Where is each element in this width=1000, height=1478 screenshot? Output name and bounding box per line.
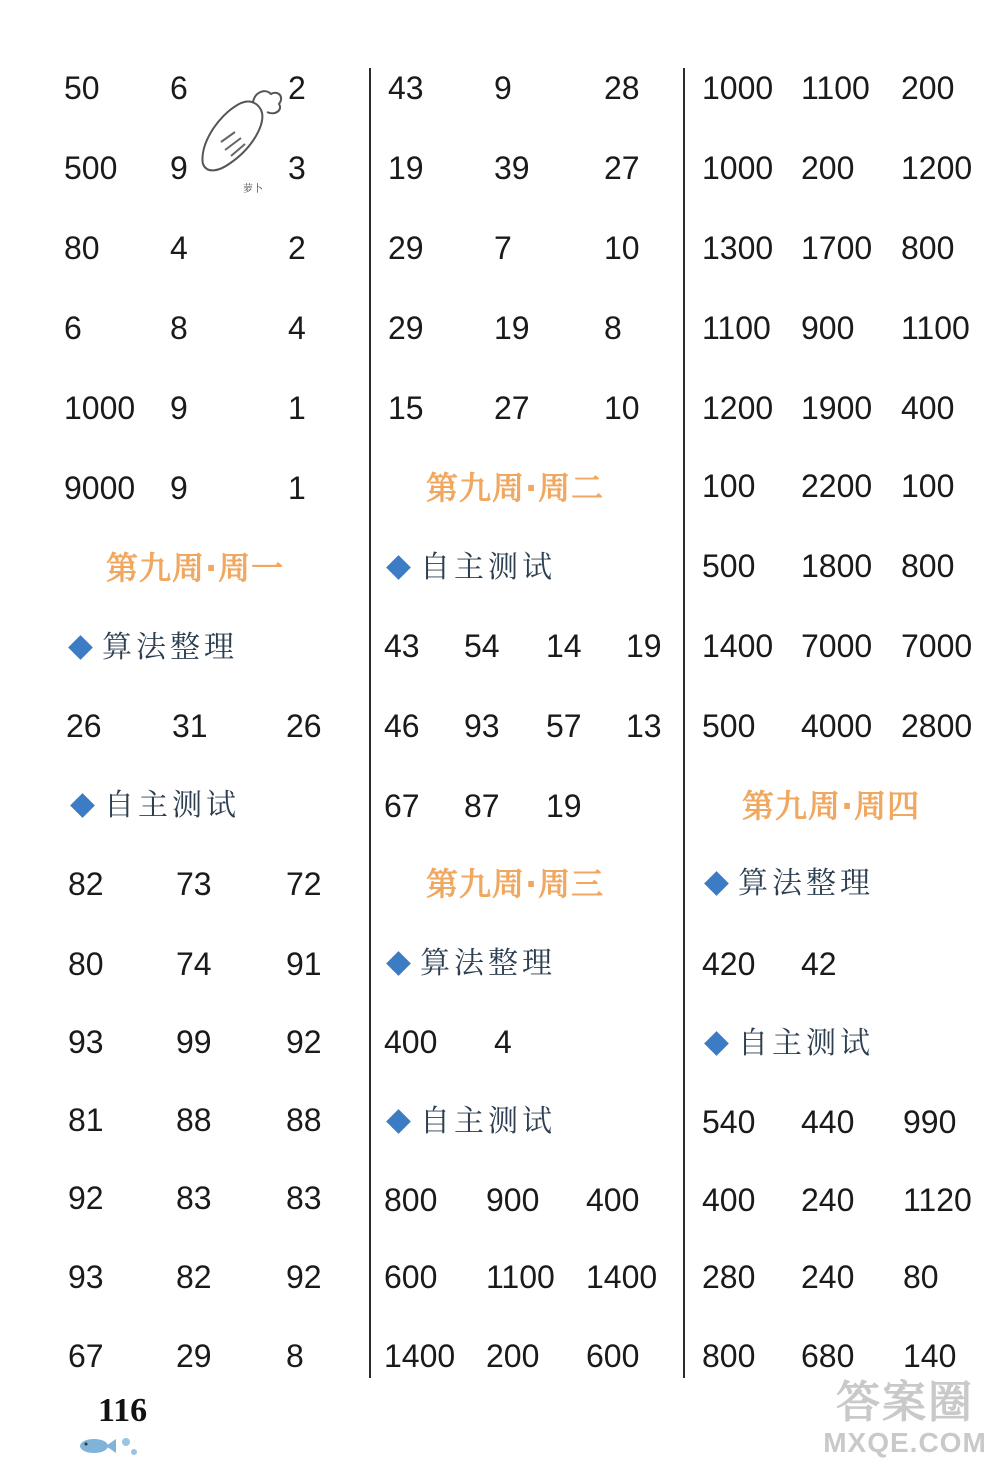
answer-value: 2 xyxy=(288,230,306,266)
answer-value: 600 xyxy=(384,1259,438,1295)
answer-value: 29 xyxy=(388,310,424,346)
answer-value: 14 xyxy=(546,628,582,664)
answer-value: 1700 xyxy=(801,230,873,266)
answer-value: 140 xyxy=(903,1338,957,1374)
answer-value: 26 xyxy=(286,708,322,744)
answer-value: 8 xyxy=(286,1338,304,1374)
diamond-bullet-icon xyxy=(388,1111,410,1133)
answer-value: 1400 xyxy=(586,1259,658,1295)
page-number: 116 xyxy=(98,1392,148,1429)
answer-value: 43 xyxy=(388,70,424,106)
answer-value: 80 xyxy=(68,946,104,982)
section-title-week9-tue: 第九周·周二 xyxy=(426,469,605,507)
answer-value: 72 xyxy=(286,866,322,902)
answer-value: 100 xyxy=(702,468,756,504)
answer-value: 6 xyxy=(64,310,82,346)
answer-value: 1800 xyxy=(801,548,873,584)
answer-value: 440 xyxy=(801,1104,855,1140)
answer-value: 1100 xyxy=(901,310,970,346)
answer-value: 50 xyxy=(64,70,100,106)
answer-value: 31 xyxy=(172,708,208,744)
answer-value: 6 xyxy=(170,70,188,106)
answer-value: 88 xyxy=(176,1102,212,1138)
algo-label-text: 算法整理 xyxy=(102,630,238,665)
answer-value: 7 xyxy=(494,230,512,266)
answer-value: 83 xyxy=(286,1180,322,1216)
answer-value: 7000 xyxy=(801,628,873,664)
answer-value: 8 xyxy=(170,310,188,346)
answer-value: 100 xyxy=(901,468,955,504)
carrot-label: 萝卜 xyxy=(243,184,263,195)
answer-value: 400 xyxy=(586,1182,640,1218)
answer-value: 92 xyxy=(286,1259,322,1295)
diamond-bullet-icon xyxy=(388,953,410,975)
answer-value: 900 xyxy=(486,1182,540,1218)
answer-value: 19 xyxy=(388,150,424,186)
answer-value: 92 xyxy=(68,1180,104,1216)
column-divider-1 xyxy=(369,68,371,1378)
answer-value: 9 xyxy=(170,470,188,506)
answer-value: 1100 xyxy=(801,70,870,106)
section-title-week9-wed: 第九周·周三 xyxy=(426,865,605,903)
answer-value: 4 xyxy=(170,230,188,266)
answer-value: 680 xyxy=(801,1338,855,1374)
answer-value: 2200 xyxy=(801,468,873,504)
watermark-url: MXQE.COM xyxy=(823,1427,987,1458)
answer-value: 240 xyxy=(801,1259,855,1295)
answer-value: 4 xyxy=(494,1024,512,1060)
answer-value: 43 xyxy=(384,628,420,664)
answer-value: 93 xyxy=(68,1259,104,1295)
answer-value: 400 xyxy=(702,1182,756,1218)
answer-value: 93 xyxy=(464,708,500,744)
test-label-text: 自主测试 xyxy=(104,788,240,823)
answer-value: 800 xyxy=(702,1338,756,1374)
answer-value: 9 xyxy=(170,390,188,426)
algo-label xyxy=(70,628,238,668)
answer-value: 91 xyxy=(286,946,322,982)
answer-value: 29 xyxy=(176,1338,212,1374)
answer-value: 92 xyxy=(286,1024,322,1060)
diamond-bullet-icon xyxy=(388,557,410,579)
answer-value: 540 xyxy=(702,1104,756,1140)
answer-value: 1300 xyxy=(702,230,774,266)
section-title-week9-thu: 第九周·周四 xyxy=(742,787,921,825)
answer-value: 420 xyxy=(702,946,756,982)
answer-value: 27 xyxy=(604,150,640,186)
test-label xyxy=(388,1102,556,1142)
answer-value: 19 xyxy=(546,788,582,824)
answer-value: 73 xyxy=(176,866,212,902)
answer-value: 87 xyxy=(464,788,500,824)
answer-value: 500 xyxy=(64,150,118,186)
answer-value: 88 xyxy=(286,1102,322,1138)
answer-value: 200 xyxy=(901,70,955,106)
answer-value: 82 xyxy=(68,866,104,902)
section-title-week9-mon: 第九周·周一 xyxy=(106,549,285,587)
carrot-illustration xyxy=(195,86,285,196)
answer-value: 400 xyxy=(901,390,955,426)
answer-value: 29 xyxy=(388,230,424,266)
answer-value: 7000 xyxy=(901,628,973,664)
answer-value: 1400 xyxy=(384,1338,456,1374)
answer-value: 1000 xyxy=(702,70,774,106)
answer-value: 42 xyxy=(801,946,837,982)
answer-value: 9000 xyxy=(64,470,136,506)
answer-value: 26 xyxy=(66,708,102,744)
answer-value: 4000 xyxy=(801,708,873,744)
answer-value: 1000 xyxy=(64,390,136,426)
test-label xyxy=(388,548,556,588)
answer-value: 10 xyxy=(604,230,640,266)
test-label-text: 自主测试 xyxy=(420,1104,556,1139)
algo-label-text: 算法整理 xyxy=(738,866,874,901)
diamond-bullet-icon xyxy=(706,873,728,895)
answer-value: 10 xyxy=(604,390,640,426)
test-label-text: 自主测试 xyxy=(738,1026,874,1061)
answer-value: 500 xyxy=(702,548,756,584)
answer-value: 400 xyxy=(384,1024,438,1060)
test-label-text: 自主测试 xyxy=(420,550,556,585)
answer-value: 46 xyxy=(384,708,420,744)
answer-value: 9 xyxy=(494,70,512,106)
answer-value: 81 xyxy=(68,1102,104,1138)
answer-value: 39 xyxy=(494,150,530,186)
answer-value: 500 xyxy=(702,708,756,744)
answer-value: 67 xyxy=(68,1338,104,1374)
test-label xyxy=(72,786,240,826)
fish-decoration-icon xyxy=(72,1432,142,1462)
answer-value: 93 xyxy=(68,1024,104,1060)
answer-value: 9 xyxy=(170,150,188,186)
answer-value: 280 xyxy=(702,1259,756,1295)
answer-value: 1 xyxy=(288,390,306,426)
answer-value: 1200 xyxy=(702,390,774,426)
answer-value: 67 xyxy=(384,788,420,824)
answer-value: 240 xyxy=(801,1182,855,1218)
algo-label xyxy=(388,944,556,984)
answer-value: 1100 xyxy=(486,1259,555,1295)
answer-value: 1100 xyxy=(702,310,771,346)
watermark-text: 答案圈 xyxy=(836,1377,974,1428)
answer-value: 200 xyxy=(801,150,855,186)
diamond-bullet-icon xyxy=(72,795,94,817)
answer-value: 13 xyxy=(626,708,662,744)
answer-value: 19 xyxy=(626,628,662,664)
answer-value: 800 xyxy=(901,548,955,584)
answer-value: 1900 xyxy=(801,390,873,426)
answer-value: 57 xyxy=(546,708,582,744)
answer-value: 82 xyxy=(176,1259,212,1295)
answer-value: 28 xyxy=(604,70,640,106)
diamond-bullet-icon xyxy=(70,637,92,659)
column-divider-2 xyxy=(683,68,685,1378)
answer-value: 1120 xyxy=(903,1182,972,1218)
answer-value: 80 xyxy=(903,1259,939,1295)
algo-label xyxy=(706,864,874,904)
test-label xyxy=(706,1024,874,1064)
answer-value: 1400 xyxy=(702,628,774,664)
answer-value: 19 xyxy=(494,310,530,346)
answer-value: 1000 xyxy=(702,150,774,186)
answer-value: 27 xyxy=(494,390,530,426)
answer-value: 200 xyxy=(486,1338,540,1374)
algo-label-text: 算法整理 xyxy=(420,946,556,981)
answer-value: 4 xyxy=(288,310,306,346)
answer-value: 900 xyxy=(801,310,855,346)
answer-value: 990 xyxy=(903,1104,957,1140)
answer-value: 74 xyxy=(176,946,212,982)
answer-value: 8 xyxy=(604,310,622,346)
answer-value: 80 xyxy=(64,230,100,266)
answer-value: 83 xyxy=(176,1180,212,1216)
answer-value: 2 xyxy=(288,70,306,106)
diamond-bullet-icon xyxy=(706,1033,728,1055)
watermark xyxy=(820,1378,990,1458)
answer-value: 1200 xyxy=(901,150,973,186)
answer-value: 54 xyxy=(464,628,500,664)
answer-value: 99 xyxy=(176,1024,212,1060)
answer-value: 600 xyxy=(586,1338,640,1374)
answer-value: 1 xyxy=(288,470,306,506)
answer-value: 15 xyxy=(388,390,424,426)
answer-value: 2800 xyxy=(901,708,973,744)
answer-value: 800 xyxy=(901,230,955,266)
answer-value: 3 xyxy=(288,150,306,186)
answer-value: 800 xyxy=(384,1182,438,1218)
